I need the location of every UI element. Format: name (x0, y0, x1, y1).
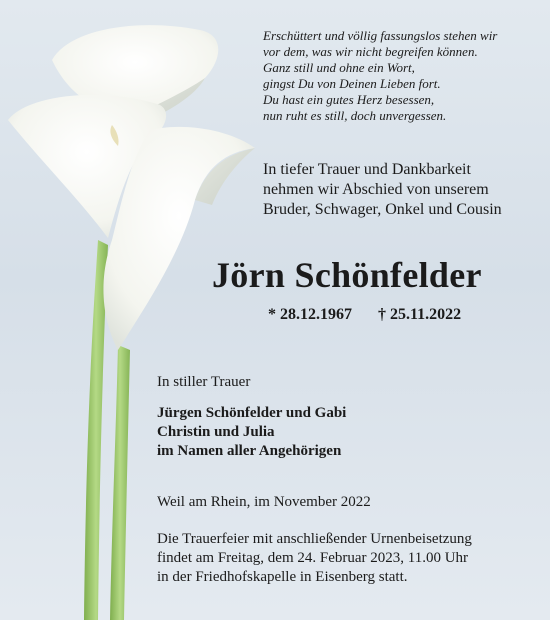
deceased-name: Jörn Schönfelder (212, 255, 482, 295)
service-line: Die Trauerfeier mit anschließender Urnenbeisetzung (157, 531, 472, 547)
poem-line: nun ruht es still, doch unvergessen. (263, 108, 447, 123)
poem-line: Erschüttert und völlig fassungslos stehen wir (263, 28, 498, 43)
poem-line: gingst Du von Deinen Lieben fort. (263, 76, 441, 91)
intro-line: nehmen wir Abschied von unserem (263, 181, 489, 198)
poem-line: vor dem, was wir nicht begreifen können. (263, 44, 478, 59)
intro-line: In tiefer Trauer und Dankbarkeit (263, 161, 471, 178)
service-notice (157, 530, 472, 587)
birth-date: * 28.12.1967 (268, 306, 352, 323)
mourner-line: Jürgen Schönfelder und Gabi (157, 405, 347, 421)
memorial-poem (263, 28, 538, 124)
death-date: † 25.11.2022 (378, 306, 462, 323)
intro-line: Bruder, Schwager, Onkel und Cousin (263, 201, 502, 218)
poem-line: Du hast ein gutes Herz besessen, (263, 92, 435, 107)
farewell-intro (263, 160, 502, 220)
service-line: in der Friedhofskapelle in Eisenberg statt. (157, 569, 408, 585)
mourning-label: In stiller Trauer (157, 374, 251, 390)
poem-line: Ganz still und ohne ein Wort, (263, 60, 415, 75)
service-line: findet am Freitag, dem 24. Februar 2023, 11.00 Uhr (157, 550, 469, 566)
mourner-line: im Namen aller Angehörigen (157, 443, 342, 459)
mourner-line: Christin und Julia (157, 424, 275, 440)
place-and-date: Weil am Rhein, im November 2022 (157, 494, 371, 510)
mourners-list (157, 404, 346, 461)
